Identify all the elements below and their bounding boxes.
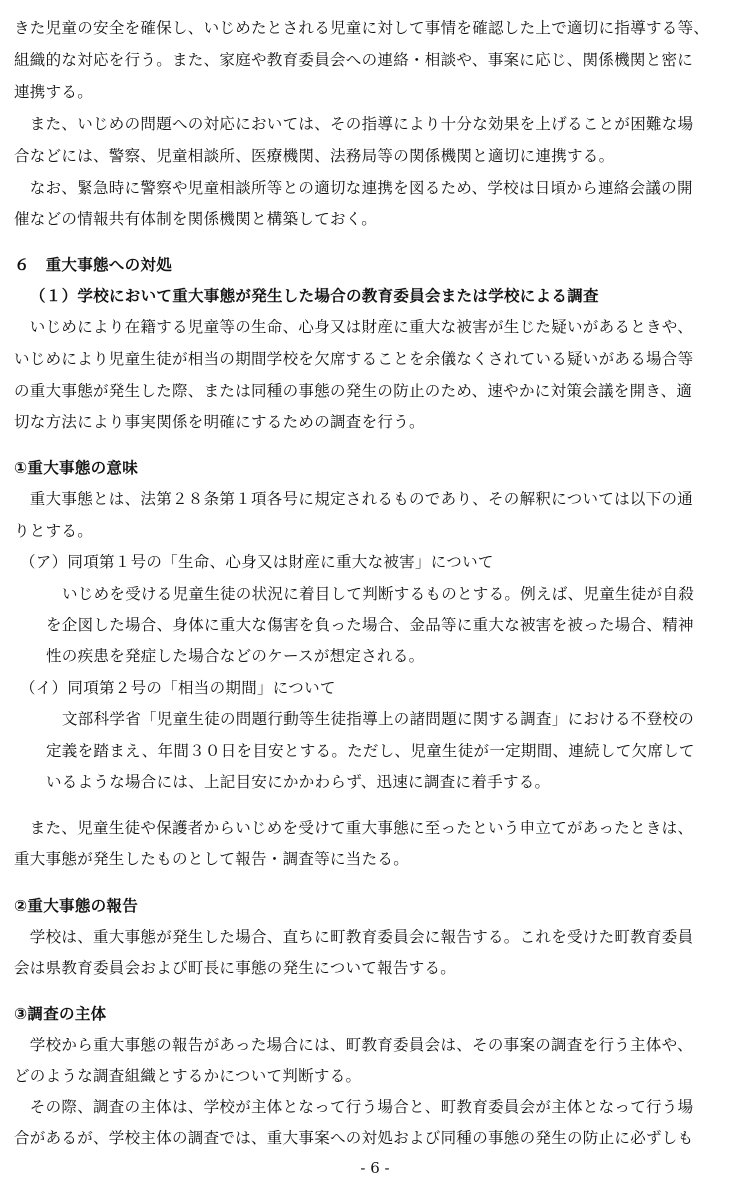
- list-item-title: （ア）同項第１号の「生命、心身又は財産に重大な被害」について: [20, 553, 494, 571]
- section-heading: ①重大事態の意味: [14, 459, 139, 477]
- text-line: 催などの情報共有体制を関係機関と構築しておく。: [14, 210, 378, 228]
- subsection-heading: （１）学校において重大事態が発生した場合の教育委員会または学校による調査: [30, 287, 599, 305]
- text-line: いじめにより児童生徒が相当の期間学校を欠席することを余儀なくされている疑いがある場合等: [14, 350, 694, 368]
- text-line: 文部科学省「児童生徒の問題行動等生徒指導上の諸問題に関する調査」における不登校の: [62, 710, 695, 728]
- text-line: 合などには、警察、児童相談所、医療機関、法務局等の関係機関と適切に連携する。: [14, 147, 615, 165]
- text-line: 学校は、重大事態が発生した場合、直ちに町教育委員会に報告する。これを受けた町教育委員: [14, 928, 694, 946]
- text-line: どのような調査組織とするかについて判断する。: [14, 1067, 362, 1085]
- text-line: また、いじめの問題への対応においては、その指導により十分な効果を上げることが困難な場: [14, 115, 694, 133]
- text-line: 定義を踏まえ、年間３０日を目安とする。ただし、児童生徒が一定期間、連続して欠席して: [46, 742, 695, 760]
- text-line: 組織的な対応を行う。また、家庭や教育委員会への連絡・相談や、事案に応じ、関係機関と密に: [14, 51, 694, 69]
- section-heading: ６ 重大事態への対処: [14, 256, 173, 274]
- text-line: その際、調査の主体は、学校が主体となって行う場合と、町教育委員会が主体となって行う場: [14, 1098, 694, 1116]
- page-number: - 6 -: [360, 1159, 390, 1177]
- text-line: りとする。: [14, 522, 94, 540]
- text-line: いじめを受ける児童生徒の状況に着目して判断するものとする。例えば、児童生徒が自殺: [62, 585, 695, 603]
- section-heading: ③調査の主体: [14, 1005, 107, 1023]
- text-line: 切な方法により事実関係を明確にするための調査を行う。: [14, 413, 425, 431]
- text-line: 合があるが、学校主体の調査では、重大事案への対処および同種の事態の発生の防止に必ずしも: [14, 1129, 694, 1147]
- text-line: の重大事態が発生した際、または同種の事態の発生の防止のため、速やかに対策会議を開き、適: [14, 382, 693, 400]
- text-line: いじめにより在籍する児童等の生命、心身又は財産に重大な被害が生じた疑いがあるときや、: [14, 318, 694, 336]
- text-line: を企図した場合、身体に重大な傷害を負った場合、金品等に重大な被害を被った場合、精神: [46, 616, 694, 634]
- text-line: きた児童の安全を確保し、いじめたとされる児童に対して事情を確認した上で適切に指導する等、: [14, 19, 710, 37]
- text-line: 性の疾患を発症した場合などのケースが想定される。: [46, 647, 425, 665]
- list-item-title: （イ）同項第２号の「相当の期間」について: [20, 679, 336, 697]
- text-line: なお、緊急時に警察や児童相談所等との適切な連携を図るため、学校は日頃から連絡会議の開: [14, 179, 693, 197]
- text-line: 連携する。: [14, 83, 94, 101]
- text-line: いるような場合には、上記目安にかかわらず、迅速に調査に着手する。: [46, 773, 551, 791]
- text-line: 重大事態とは、法第２８条第１項各号に規定されるものであり、その解釈については以下の通: [14, 490, 694, 508]
- text-line: また、児童生徒や保護者からいじめを受けて重大事態に至ったという申立てがあったときは、: [14, 819, 694, 837]
- text-line: 重大事態が発生したものとして報告・調査等に当たる。: [14, 850, 410, 868]
- section-heading: ②重大事態の報告: [14, 897, 139, 915]
- text-line: 会は県教育委員会および町長に事態の発生について報告する。: [14, 959, 457, 977]
- text-line: 学校から重大事態の報告があった場合には、町教育委員会は、その事案の調査を行う主体や、: [14, 1036, 693, 1054]
